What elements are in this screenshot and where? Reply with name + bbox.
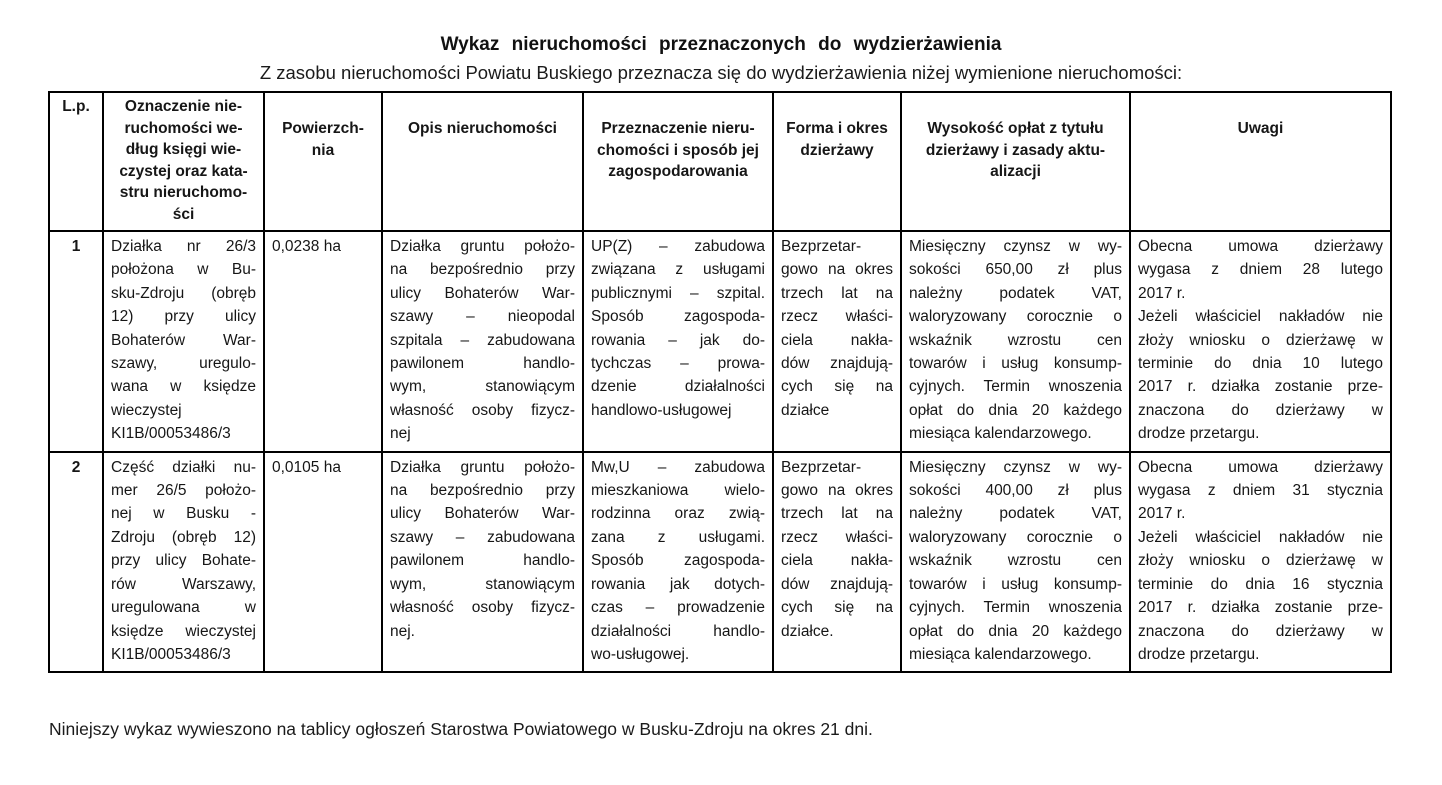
text-line: opłat do dnia 20 każdego xyxy=(909,622,1122,640)
text-line: miesiąca kalendarzowego. xyxy=(909,645,1092,663)
text-line: Miesięczny czynsz w wy- xyxy=(909,238,1122,255)
text-line: wskaźnik wzrostu cen xyxy=(909,331,1122,349)
row-2-forma xyxy=(773,452,901,673)
row-1-forma xyxy=(773,231,901,452)
table-row-1 xyxy=(49,231,1391,452)
text-line: rowania jak dotych- xyxy=(591,575,765,593)
text-line: czas – prowadzenie xyxy=(591,599,765,617)
text-line: nej. xyxy=(390,622,415,640)
text-line: przy ulicy Bohate- xyxy=(111,552,256,570)
text-line: na bezpośrednio przy xyxy=(390,482,575,500)
text-line: dzenie działalności xyxy=(591,378,765,396)
text-line: znaczona do dzierżawy w xyxy=(1138,401,1383,419)
text-line: sokości 650,00 zł plus xyxy=(909,261,1122,279)
text-line: Działka gruntu położo- xyxy=(390,238,575,255)
text-line: wym, stanowiącym xyxy=(390,575,575,593)
footer-note: Niniejszy wykaz wywieszono na tablicy ogłoszeń Starostwa Powiatowego w Busku-Zdroju na okres 21 dni. xyxy=(49,719,873,740)
row-2-przeznaczenie xyxy=(583,452,773,673)
text-line: ciela nakła- xyxy=(781,552,893,570)
text-line: KI1B/00053486/3 xyxy=(111,645,231,663)
row-2-uwagi xyxy=(1130,452,1391,673)
text-line: pawilonem handlo- xyxy=(390,552,575,570)
text-line: szawy – nieopodal xyxy=(390,308,575,326)
text-line: waloryzowany corocznie o xyxy=(909,308,1122,326)
text-line: Działka nr 26/3 xyxy=(111,238,256,255)
text-line: sokości 400,00 zł plus xyxy=(909,482,1122,500)
text-line: 2017 r. działka zostanie prze- xyxy=(1138,599,1383,617)
row-1-uwagi xyxy=(1130,231,1391,452)
row-1-wysokosc-oplat xyxy=(901,231,1130,452)
text-line: Sposób zagospoda- xyxy=(591,552,765,570)
text-line: waloryzowany corocznie o xyxy=(909,528,1122,546)
text-line: rowania – jak do- xyxy=(591,331,765,349)
text-line: dów znajdują- xyxy=(781,355,893,373)
text-line: ulicy Bohaterów War- xyxy=(390,505,575,523)
text-line: drodze przetargu. xyxy=(1138,645,1260,663)
text-line: zana z usługami. xyxy=(591,528,765,546)
text-line: wana w księdze xyxy=(111,378,256,396)
text-line: drodze przetargu. xyxy=(1138,425,1260,443)
text-line: towarów i usług konsump- xyxy=(909,575,1122,593)
text-line: nej w Busku - xyxy=(111,505,256,523)
text-line: na bezpośrednio przy xyxy=(390,261,575,279)
text-line: rów Warszawy, xyxy=(111,575,256,593)
text-line: Bezprzetar- xyxy=(781,238,862,255)
column-header-opis: Opis nieruchomości xyxy=(382,92,583,231)
text-line: działce xyxy=(781,401,830,419)
text-line: cyjnych. Termin wnoszenia xyxy=(909,599,1122,617)
text-line: własność osoby fizycz- xyxy=(390,599,575,617)
text-line: gowo na okres xyxy=(781,261,893,279)
text-line: należny podatek VAT, xyxy=(909,284,1122,302)
row-1-przeznaczenie xyxy=(583,231,773,452)
text-line: 2017 r. działka zostanie prze- xyxy=(1138,378,1383,396)
text-line: złoży wniosku o dzierżawę w xyxy=(1138,331,1383,349)
row-2-powierzchnia: 0,0105 ha xyxy=(264,452,382,673)
text-line: handlowo-usługowej xyxy=(591,401,732,419)
column-header-oznaczenie: Oznaczenie nie- ruchomości we- dług księgi wie- czystej oraz kata- stru nieruchomo- ści xyxy=(103,92,264,231)
text-line: ciela nakła- xyxy=(781,331,893,349)
text-line: miesiąca kalendarzowego. xyxy=(909,425,1092,443)
text-line: Jeżeli właściciel nakładów nie xyxy=(1138,528,1383,546)
text-line: cych się na xyxy=(781,599,893,617)
row-1-lp: 1 xyxy=(49,231,103,452)
text-line: wo-usługowej. xyxy=(591,645,690,663)
text-line: Obecna umowa dzierżawy xyxy=(1138,238,1383,255)
text-line: mer 26/5 położo- xyxy=(111,482,256,500)
column-header-forma: Forma i okres dzierżawy xyxy=(773,92,901,231)
text-line: szawy, uregulo- xyxy=(111,355,256,373)
text-line: Działka gruntu położo- xyxy=(390,458,575,476)
text-line: terminie do dnia 16 stycznia xyxy=(1138,575,1383,593)
column-header-przeznaczenie: Przeznaczenie nieru- chomości i sposób jej zagospodarowania xyxy=(583,92,773,231)
text-line: Obecna umowa dzierżawy xyxy=(1138,458,1383,476)
text-line: rodzinna oraz zwią- xyxy=(591,505,765,523)
row-2-oznaczenie xyxy=(103,452,264,673)
column-header-uwagi: Uwagi xyxy=(1130,92,1391,231)
text-line: złoży wniosku o dzierżawę w xyxy=(1138,552,1383,570)
row-1-opis xyxy=(382,231,583,452)
text-line: działalności handlo- xyxy=(591,622,765,640)
row-2-wysokosc-oplat xyxy=(901,452,1130,673)
text-line: trzech lat na xyxy=(781,505,893,523)
text-line: Część działki nu- xyxy=(111,458,256,476)
text-line: cych się na xyxy=(781,378,893,396)
text-line: ulicy Bohaterów War- xyxy=(390,284,575,302)
text-line: znaczona do dzierżawy w xyxy=(1138,622,1383,640)
column-header-powierzchnia: Powierzch- nia xyxy=(264,92,382,231)
text-line: 2017 r. xyxy=(1138,284,1186,302)
row-1-powierzchnia: 0,0238 ha xyxy=(264,231,382,452)
text-line: dów znajdują- xyxy=(781,575,893,593)
text-line: rzecz właści- xyxy=(781,528,893,546)
text-line: 2017 r. xyxy=(1138,505,1186,523)
text-line: Jeżeli właściciel nakładów nie xyxy=(1138,308,1383,326)
header-row xyxy=(49,92,1391,231)
text-line: KI1B/00053486/3 xyxy=(111,425,231,443)
column-header-wysokosc-oplat: Wysokość opłat z tytułu dzierżawy i zasady aktu- alizacji xyxy=(901,92,1130,231)
text-line: Miesięczny czynsz w wy- xyxy=(909,458,1122,476)
text-line: Mw,U – zabudowa xyxy=(591,458,765,476)
text-line: wygasa z dniem 31 stycznia xyxy=(1138,482,1383,500)
text-line: położona w Bu- xyxy=(111,261,256,279)
page-title: Wykaz nieruchomości przeznaczonych do wydzierżawienia xyxy=(440,34,1002,55)
text-line: 12) przy ulicy xyxy=(111,308,256,326)
text-line: uregulowana w xyxy=(111,599,256,617)
text-line: mieszkaniowa wielo- xyxy=(591,482,765,500)
text-line: Bezprzetar- xyxy=(781,458,862,476)
text-line: Sposób zagospoda- xyxy=(591,308,765,326)
row-1-oznaczenie xyxy=(103,231,264,452)
text-line: wieczystej xyxy=(111,401,182,419)
properties-table xyxy=(48,91,1392,673)
text-line: szawy – zabudowana xyxy=(390,528,575,546)
text-line: własność osoby fizycz- xyxy=(390,401,575,419)
text-line: wygasa z dniem 28 lutego xyxy=(1138,261,1383,279)
row-2-opis xyxy=(382,452,583,673)
text-line: terminie do dnia 10 lutego xyxy=(1138,355,1383,373)
text-line: opłat do dnia 20 każdego xyxy=(909,401,1122,419)
text-line: wym, stanowiącym xyxy=(390,378,575,396)
text-line: gowo na okres xyxy=(781,482,893,500)
text-line: związana z usługami xyxy=(591,261,765,279)
text-line: UP(Z) – zabudowa xyxy=(591,238,765,255)
text-line: szpitala – zabudowana xyxy=(390,331,575,349)
text-line: działce. xyxy=(781,622,834,640)
text-line: pawilonem handlo- xyxy=(390,355,575,373)
text-line: nej xyxy=(390,425,411,443)
text-line: sku-Zdroju (obręb xyxy=(111,284,256,302)
text-line: cyjnych. Termin wnoszenia xyxy=(909,378,1122,396)
row-2-lp: 2 xyxy=(49,452,103,673)
text-line: księdze wieczystej xyxy=(111,622,256,640)
text-line: wskaźnik wzrostu cen xyxy=(909,552,1122,570)
text-line: publicznymi – szpital. xyxy=(591,284,765,302)
column-header-lp: L.p. xyxy=(49,92,103,231)
text-line: rzecz właści- xyxy=(781,308,893,326)
text-line: tychczas – prowa- xyxy=(591,355,765,373)
text-line: trzech lat na xyxy=(781,284,893,302)
text-line: towarów i usług konsump- xyxy=(909,355,1122,373)
page-subtitle: Z zasobu nieruchomości Powiatu Buskiego przeznacza się do wydzierżawienia niżej wymienione nieruchomości: xyxy=(259,62,1183,83)
table-row-2 xyxy=(49,452,1391,673)
text-line: Bohaterów War- xyxy=(111,331,256,349)
text-line: Zdroju (obręb 12) xyxy=(111,528,256,546)
text-line: należny podatek VAT, xyxy=(909,505,1122,523)
